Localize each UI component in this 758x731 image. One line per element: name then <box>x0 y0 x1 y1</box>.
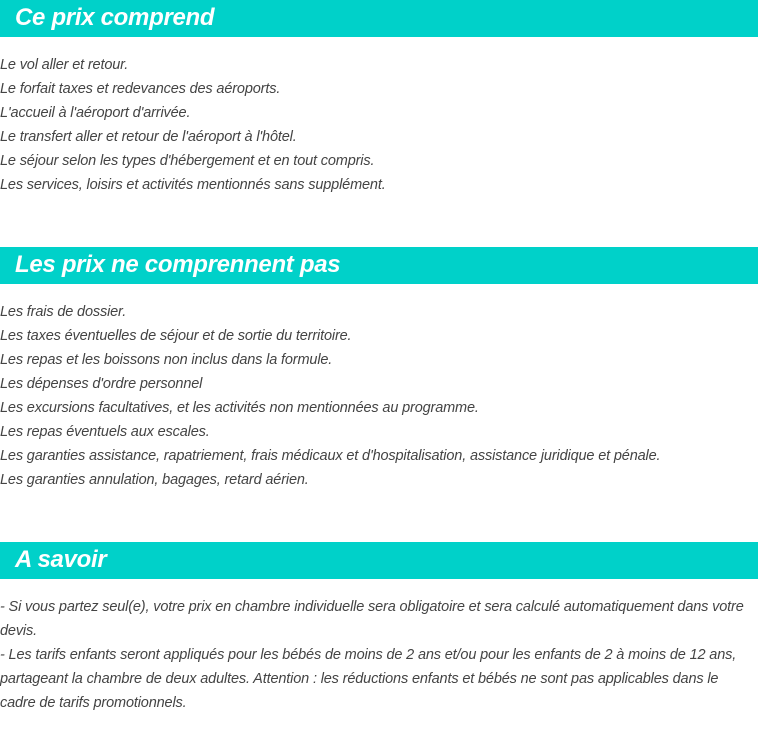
list-item: Le transfert aller et retour de l'aéroport à l'hôtel. <box>0 129 297 145</box>
section-header-band <box>0 247 758 284</box>
section-header-band <box>0 0 758 37</box>
info-paragraph-single-traveler: - Si vous partez seul(e), votre prix en chambre individuelle sera obligatoire et sera calculé automatiquement dans votre devis. <box>0 599 744 639</box>
list-item: Les frais de dossier. <box>0 304 127 320</box>
included-items-list <box>0 53 758 197</box>
info-paragraph-child-rates: - Les tarifs enfants seront appliqués pour les bébés de moins de 2 ans et/ou pour les enfants de 2 à moins de 12 ans, partageant la chambre de deux adultes. Attention : les réductions enfants et bébés ne sont pas applicables dans le cadre de tarifs promotionnels. <box>0 647 737 711</box>
section-price-includes <box>0 0 758 197</box>
list-item: Les excursions facultatives, et les activités non mentionnées au programme. <box>0 400 479 416</box>
list-item: Les taxes éventuelles de séjour et de sortie du territoire. <box>0 328 352 344</box>
section-title: Ce prix comprend <box>15 4 215 31</box>
list-item: Le séjour selon les types d'hébergement et en tout compris. <box>0 153 375 169</box>
section-header-band <box>0 542 758 579</box>
excluded-items-list <box>0 300 758 492</box>
list-item: Les services, loisirs et activités mentionnés sans supplément. <box>0 177 386 193</box>
list-item: Les repas et les boissons non inclus dans la formule. <box>0 352 333 368</box>
list-item: Les garanties annulation, bagages, retard aérien. <box>0 472 309 488</box>
list-item: Les garanties assistance, rapatriement, frais médicaux et d'hospitalisation, assistance juridique et pénale. <box>0 448 661 464</box>
section-good-to-know <box>0 542 758 715</box>
list-item: Le forfait taxes et redevances des aéroports. <box>0 81 281 97</box>
list-item: L'accueil à l'aéroport d'arrivée. <box>0 105 191 121</box>
list-item: Le vol aller et retour. <box>0 57 129 73</box>
section-title: A savoir <box>15 546 107 573</box>
list-item: Les repas éventuels aux escales. <box>0 424 210 440</box>
section-price-excludes <box>0 247 758 492</box>
section-title: Les prix ne comprennent pas <box>15 251 341 278</box>
list-item: Les dépenses d'ordre personnel <box>0 376 203 392</box>
good-to-know-body <box>0 595 758 715</box>
